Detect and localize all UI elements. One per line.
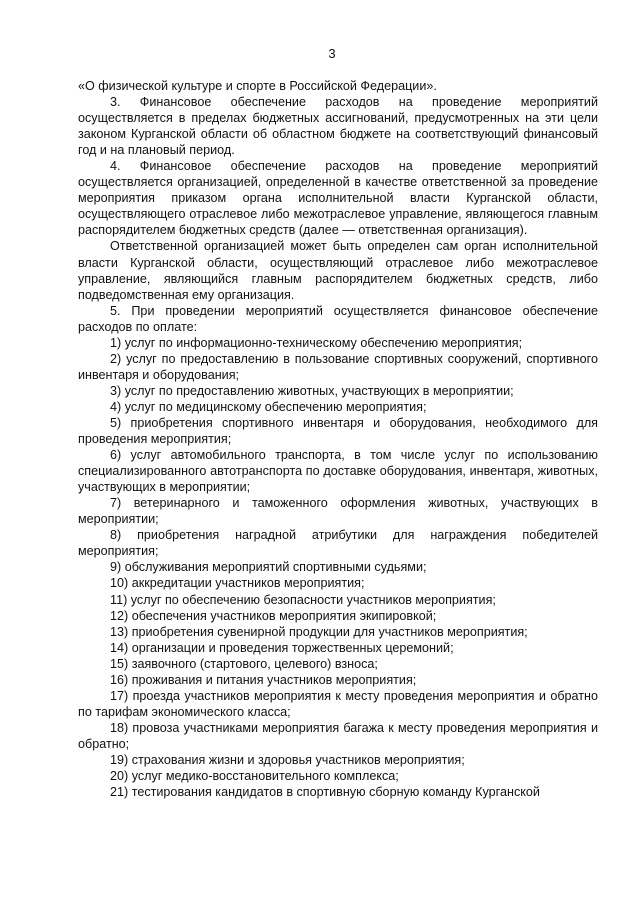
paragraph: 7) ветеринарного и таможенного оформления животных, участвующих в мероприятии; [78, 496, 598, 527]
paragraph: 3) услуг по предоставлению животных, участвующих в мероприятии; [110, 383, 514, 398]
paragraph: 13) приобретения сувенирной продукции для участников мероприятия; [110, 624, 528, 639]
document-page [78, 46, 598, 800]
paragraph: «О физической культуре и спорте в Российской Федерации». [78, 79, 437, 93]
paragraph: 3. Финансовое обеспечение расходов на проведение мероприятий осуществляется в пределах бюджетных ассигнований, предусмотренных на эти цели законом Курганской области об областном бюджете на соответствующий финансовый год и на плановый период. [78, 95, 598, 158]
paragraph: 11) услуг по обеспечению безопасности участников мероприятия; [110, 592, 496, 607]
paragraph: 8) приобретения наградной атрибутики для награждения победителей мероприятия; [78, 528, 598, 559]
paragraph: 5) приобретения спортивного инвентаря и оборудования, необходимого для проведения мероприятия; [78, 415, 598, 447]
paragraph: 9) обслуживания мероприятий спортивными судьями; [110, 560, 427, 575]
paragraph: 4) услуг по медицинскому обеспечению мероприятия; [110, 399, 427, 414]
paragraph: 4. Финансовое обеспечение расходов на проведение мероприятий осуществляется организацией, определенной в качестве ответственной за проведение мероприятия приказом органа исполнительной власти Курганской области, осуществляющего отраслевое либо межотраслевое управление, являющегося главным распорядителем бюджетных средств (далее — ответственная организация). [78, 159, 598, 238]
paragraph: 19) страхования жизни и здоровья участников мероприятия; [110, 752, 465, 767]
paragraph: 5. При проведении мероприятий осуществляется финансовое обеспечение расходов по оплате: [78, 303, 598, 334]
page-number: 3 [328, 46, 336, 61]
paragraph: 20) услуг медико-восстановительного комплекса; [110, 769, 399, 784]
paragraph: 16) проживания и питания участников мероприятия; [110, 672, 417, 687]
document-body [78, 78, 598, 800]
paragraph: 12) обеспечения участников мероприятия экипировкой; [110, 608, 437, 623]
paragraph: 2) услуг по предоставлению в пользование спортивных сооружений, спортивного инвентаря и оборудования; [78, 351, 598, 382]
paragraph: 15) заявочного (стартового, целевого) взноса; [110, 656, 378, 671]
paragraph: 21) тестирования кандидатов в спортивную сборную команду Курганской [110, 785, 540, 800]
paragraph: Ответственной организацией может быть определен сам орган исполнительной власти Курганской области, осуществляющий отраслевое либо межотраслевое управление, являющийся главным распорядителем бюджетных средств, либо подведомственная ему организация. [78, 239, 598, 302]
paragraph: 14) организации и проведения торжественных церемоний; [110, 640, 454, 655]
paragraph: 1) услуг по информационно-техническому обеспечению мероприятия; [110, 335, 523, 350]
paragraph: 18) провоза участниками мероприятия багажа к месту проведения мероприятия и обратно; [78, 720, 598, 751]
paragraph: 6) услуг автомобильного транспорта, в том числе услуг по использованию специализированного автотранспорта по доставке оборудования, инвентаря, животных, участвующих в мероприятии; [78, 448, 598, 495]
paragraph: 17) проезда участников мероприятия к месту проведения мероприятия и обратно по тарифам экономического класса; [78, 688, 598, 719]
paragraph: 10) аккредитации участников мероприятия; [110, 576, 365, 591]
